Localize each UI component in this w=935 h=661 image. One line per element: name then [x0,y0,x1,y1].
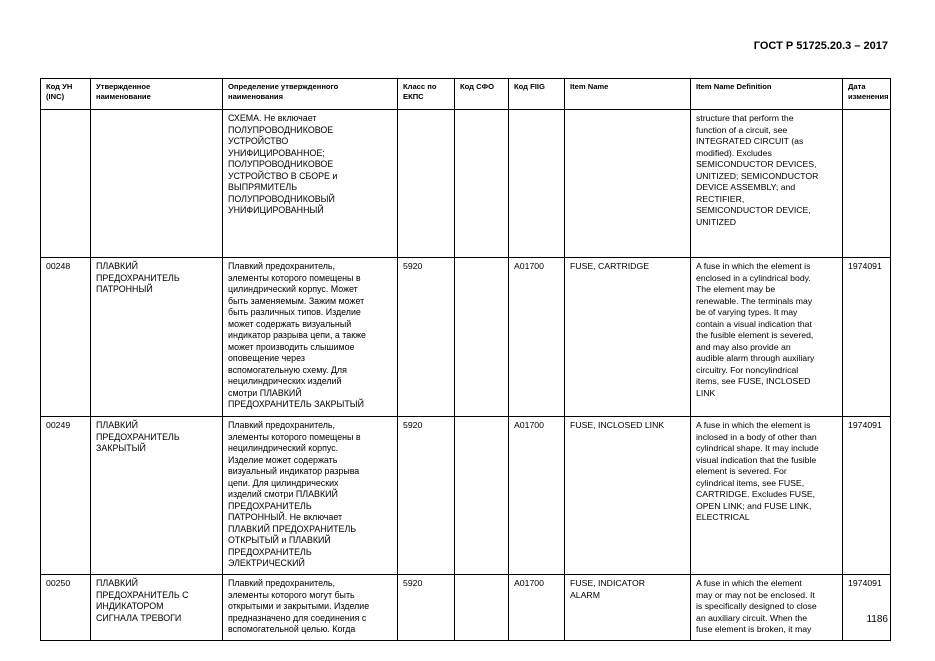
cell-change-date: 1974091 [843,417,891,575]
nomenclature-table [40,78,891,641]
cell-approved-name: ПЛАВКИЙ ПРЕДОХРАНИТЕЛЬ ЗАКРЫТЫЙ [91,417,223,575]
cell-approved-name [91,110,223,258]
table-row [41,258,891,417]
cell-fiig-code [509,110,565,258]
cell-ekps-class: 5920 [398,417,455,575]
cell-sfo-code [455,417,509,575]
cell-definition-ru: Плавкий предохранитель, элементы которого помещены в нецилиндрический корпус. Изделие может содержать визуальный индикатор разрыва цепи. Для цилиндрических изделий смотри ПЛАВКИЙ ПРЕДОХРАНИТЕЛЬ ПАТРОННЫЙ. Не включает ПЛАВКИЙ ПРЕДОХРАНИТЕЛЬ ОТКРЫТЫЙ и ПЛАВКИЙ ПРЕДОХРАНИТЕЛЬ ЭЛЕКТРИЧЕСКИЙ [223,417,398,575]
header-definition: Определение утвержденного наименования [223,79,398,110]
header-item-name-definition: Item Name Definition [691,79,843,110]
document-standard-id: ГОСТ Р 51725.20.3 – 2017 [753,40,888,52]
cell-item-name-definition: A fuse in which the element is inclosed in a body of other than cylindrical shape. It may include visual indication that the fusible element is severed. For cylindrical items, see FUSE, CARTRIDGE. Excludes FUSE, OPEN LINK; and FUSE LINK, ELECTRICAL [691,417,843,575]
cell-definition-ru: Плавкий предохранитель, элементы которого помещены в цилиндрический корпус. Может быть заменяемым. Зажим может быть различных типов. Изделие может содержать визуальный индикатор разрыва цепи, а также может производить слышимое оповещение через вспомогательную схему. Для нецилиндрических изделий смотри ПЛАВКИЙ ПРЕДОХРАНИТЕЛЬ ЗАКРЫТЫЙ [223,258,398,417]
cell-approved-name: ПЛАВКИЙ ПРЕДОХРАНИТЕЛЬ ПАТРОННЫЙ [91,258,223,417]
header-sfo-code: Код СФО [455,79,509,110]
cell-item-name-definition: structure that perform the function of a circuit, see INTEGRATED CIRCUIT (as modified). Excludes SEMICONDUCTOR DEVICES, UNITIZED; SEMICONDUCTOR DEVICE ASSEMBLY; and RECTIFIER, SEMICONDUCTOR DEVICE, UNITIZED [691,110,843,258]
cell-inc: 00249 [41,417,91,575]
header-approved-name: Утвержденное наименование [91,79,223,110]
cell-change-date: 1974091 [843,258,891,417]
cell-item-name: FUSE, INCLOSED LINK [565,417,691,575]
cell-change-date [843,110,891,258]
cell-sfo-code [455,110,509,258]
cell-approved-name: ПЛАВКИЙ ПРЕДОХРАНИТЕЛЬ С ИНДИКАТОРОМ СИГНАЛА ТРЕВОГИ [91,575,223,641]
table-row [41,417,891,575]
table-row [41,575,891,641]
header-fiig-code: Код FIIG [509,79,565,110]
table-header-row [41,79,891,110]
cell-item-name [565,110,691,258]
cell-definition-ru: Плавкий предохранитель, элементы которого могут быть открытыми и закрытыми. Изделие предназначено для соединения с вспомогательной целью. Когда [223,575,398,641]
cell-inc: 00250 [41,575,91,641]
header-ekps-class: Класс по ЕКПС [398,79,455,110]
cell-item-name-definition: A fuse in which the element may or may not be enclosed. It is specifically designed to close an auxiliary circuit. When the fuse element is broken, it may [691,575,843,641]
cell-inc [41,110,91,258]
page-number: 1186 [866,614,888,625]
cell-item-name: FUSE, INDICATOR ALARM [565,575,691,641]
table-row [41,110,891,258]
cell-inc: 00248 [41,258,91,417]
cell-ekps-class: 5920 [398,258,455,417]
cell-sfo-code [455,258,509,417]
cell-fiig-code: A01700 [509,575,565,641]
cell-definition-ru: СХЕМА. Не включает ПОЛУПРОВОДНИКОВОЕ УСТРОЙСТВО УНИФИЦИРОВАННОЕ; ПОЛУПРОВОДНИКОВОЕ УСТРОЙСТВО В СБОРЕ и ВЫПРЯМИТЕЛЬ ПОЛУПРОВОДНИКОВЫЙ УНИФИЦИРОВАННЫЙ [223,110,398,258]
header-inc: Код УН (INC) [41,79,91,110]
header-item-name: Item Name [565,79,691,110]
header-change-date: Дата изменения [843,79,891,110]
cell-fiig-code: A01700 [509,258,565,417]
cell-item-name-definition: A fuse in which the element is enclosed in a cylindrical body. The element may be renewable. The terminals may be of varying types. It may contain a visual indication that the fusible element is severed, and may also provide an audible alarm through auxiliary circuitry. For noncylindrical items, see FUSE, INCLOSED LINK [691,258,843,417]
cell-ekps-class: 5920 [398,575,455,641]
cell-item-name: FUSE, CARTRIDGE [565,258,691,417]
cell-ekps-class [398,110,455,258]
cell-change-date: 1974091 [843,575,891,641]
cell-fiig-code: A01700 [509,417,565,575]
cell-sfo-code [455,575,509,641]
